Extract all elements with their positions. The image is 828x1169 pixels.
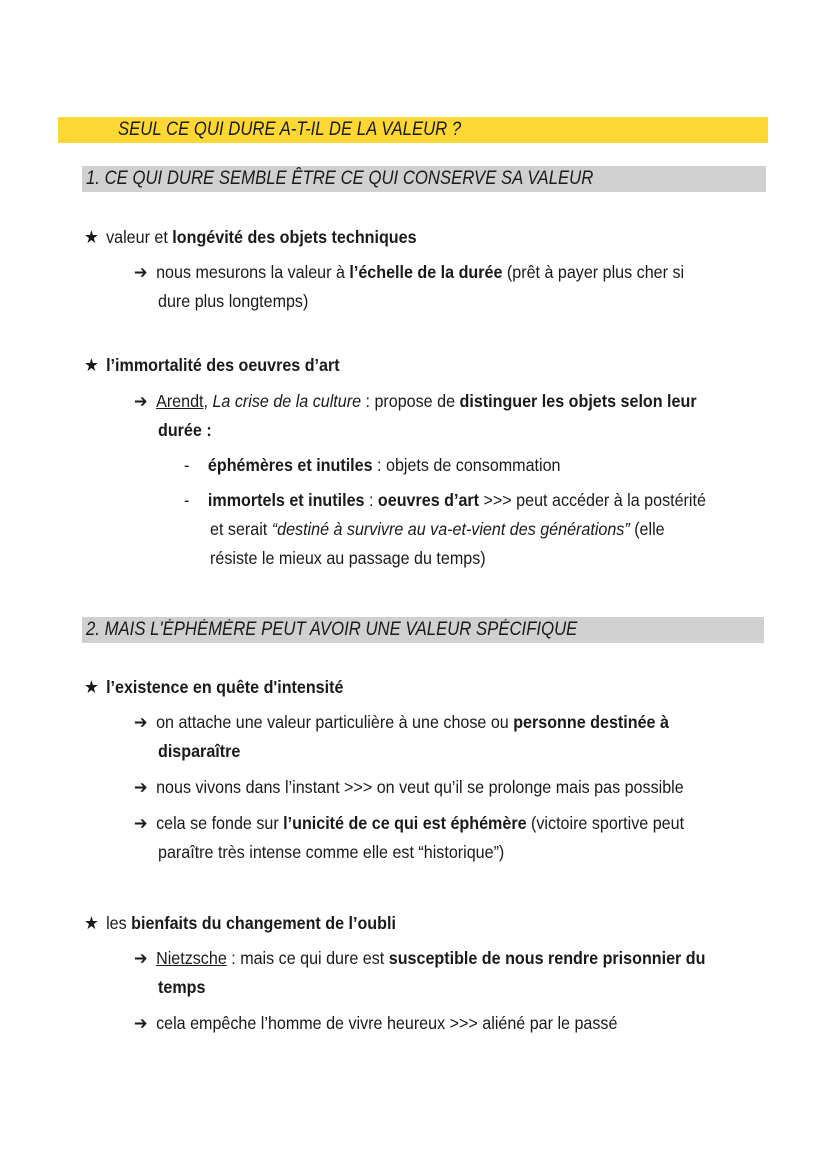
arrow-item-attach: [134, 710, 669, 734]
title-bar: [58, 117, 768, 143]
bold-text: durée :: [158, 420, 212, 440]
arrow-right-icon: ➔: [134, 391, 148, 411]
star-icon: ★: [84, 677, 99, 697]
author-name: Nietzsche: [156, 948, 227, 968]
text: (elle: [629, 519, 665, 539]
bold-text: oeuvres d’art: [377, 490, 480, 510]
arrow-item-unicity-cont: [158, 840, 504, 864]
text: dure plus longtemps): [158, 291, 309, 311]
text: (prêt à payer plus cher si: [502, 262, 685, 282]
arrow-right-icon: ➔: [134, 1013, 148, 1033]
section-1-heading-bar: [82, 166, 766, 192]
arrow-right-icon: ➔: [134, 813, 148, 833]
text: paraître très intense comme elle est “historique”): [158, 842, 505, 862]
arrow-right-icon: ➔: [134, 712, 148, 732]
section-2-heading: 2. MAIS L'ÉPHÉMÈRE PEUT AVOIR UNE VALEUR SPÉCIFIQUE: [86, 619, 578, 640]
dash-item-immortal: [184, 488, 706, 512]
bold-text: l’existence en quête d'intensité: [106, 677, 344, 697]
text: :: [364, 490, 378, 510]
bold-text: susceptible de nous rendre prisonnier du: [388, 948, 706, 968]
text: les: [106, 913, 132, 933]
bold-text: personne destinée à: [513, 712, 669, 732]
quote: “destiné à survivre au va-et-vient des générations”: [271, 519, 630, 539]
text: valeur et: [106, 227, 173, 247]
bold-text: temps: [158, 977, 206, 997]
text: (victoire sportive peut: [526, 813, 685, 833]
bold-text: distinguer les objets selon leur: [459, 391, 697, 411]
bullet-benefits: [84, 911, 396, 935]
section-1-heading: 1. CE QUI DURE SEMBLE ÊTRE CE QUI CONSERVE SA VALEUR: [86, 168, 594, 189]
star-icon: ★: [84, 227, 99, 247]
arrow-right-icon: ➔: [134, 948, 148, 968]
arrow-item-arendt: [134, 389, 697, 413]
author-name: Arendt: [156, 391, 204, 411]
work-title: La crise de la culture: [212, 391, 362, 411]
arrow-item-arendt-cont: [158, 418, 212, 442]
arrow-item-attach-cont: [158, 739, 240, 763]
bullet-longevity: [84, 225, 417, 249]
arrow-item-scale: [134, 260, 684, 284]
page-title: SEUL CE QUI DURE A-T-IL DE LA VALEUR ?: [118, 119, 462, 140]
star-icon: ★: [84, 913, 99, 933]
bold-text: longévité des objets techniques: [172, 227, 417, 247]
text: : objets de consommation: [372, 455, 561, 475]
arrow-item-unicity: [134, 811, 684, 835]
text: cela empêche l’homme de vivre heureux >>> aliéné par le passé: [156, 1013, 618, 1033]
bullet-immortality: [84, 353, 340, 377]
dash-item-ephemeral: [184, 453, 561, 477]
dash-marker: -: [184, 455, 190, 475]
bold-text: disparaître: [158, 741, 241, 761]
text: on attache une valeur particulière à une chose ou: [156, 712, 514, 732]
arrow-right-icon: ➔: [134, 262, 148, 282]
text: nous mesurons la valeur à: [156, 262, 350, 282]
text: nous vivons dans l’instant >>> on veut qu’il se prolonge mais pas possible: [156, 777, 684, 797]
bold-text: l’échelle de la durée: [349, 262, 503, 282]
arrow-item-scale-cont: [158, 289, 308, 313]
bold-text: l’immortalité des oeuvres d’art: [106, 355, 340, 375]
text: : mais ce qui dure est: [226, 948, 389, 968]
bold-text: immortels et inutiles: [207, 490, 365, 510]
arrow-right-icon: ➔: [134, 777, 148, 797]
bold-text: l’unicité de ce qui est éphémère: [283, 813, 527, 833]
text: et serait: [210, 519, 272, 539]
bold-text: bienfaits du changement de l’oubli: [131, 913, 396, 933]
dash-marker: -: [184, 490, 190, 510]
text: résiste le mieux au passage du temps): [210, 548, 486, 568]
dash-item-immortal-cont-1: [210, 517, 665, 541]
star-icon: ★: [84, 355, 99, 375]
arrow-item-nietzsche-cont: [158, 975, 205, 999]
text: cela se fonde sur: [156, 813, 284, 833]
arrow-item-instant: [134, 775, 684, 799]
text: >>> peut accéder à la postérité: [479, 490, 706, 510]
text: : propose de: [361, 391, 460, 411]
arrow-item-nietzsche: [134, 946, 705, 970]
dash-item-immortal-cont-2: [210, 546, 486, 570]
section-2-heading-bar: [82, 617, 764, 643]
bold-text: éphémères et inutiles: [207, 455, 373, 475]
bullet-intensity: [84, 675, 343, 699]
text: ,: [203, 391, 213, 411]
arrow-item-prevents: [134, 1011, 617, 1035]
